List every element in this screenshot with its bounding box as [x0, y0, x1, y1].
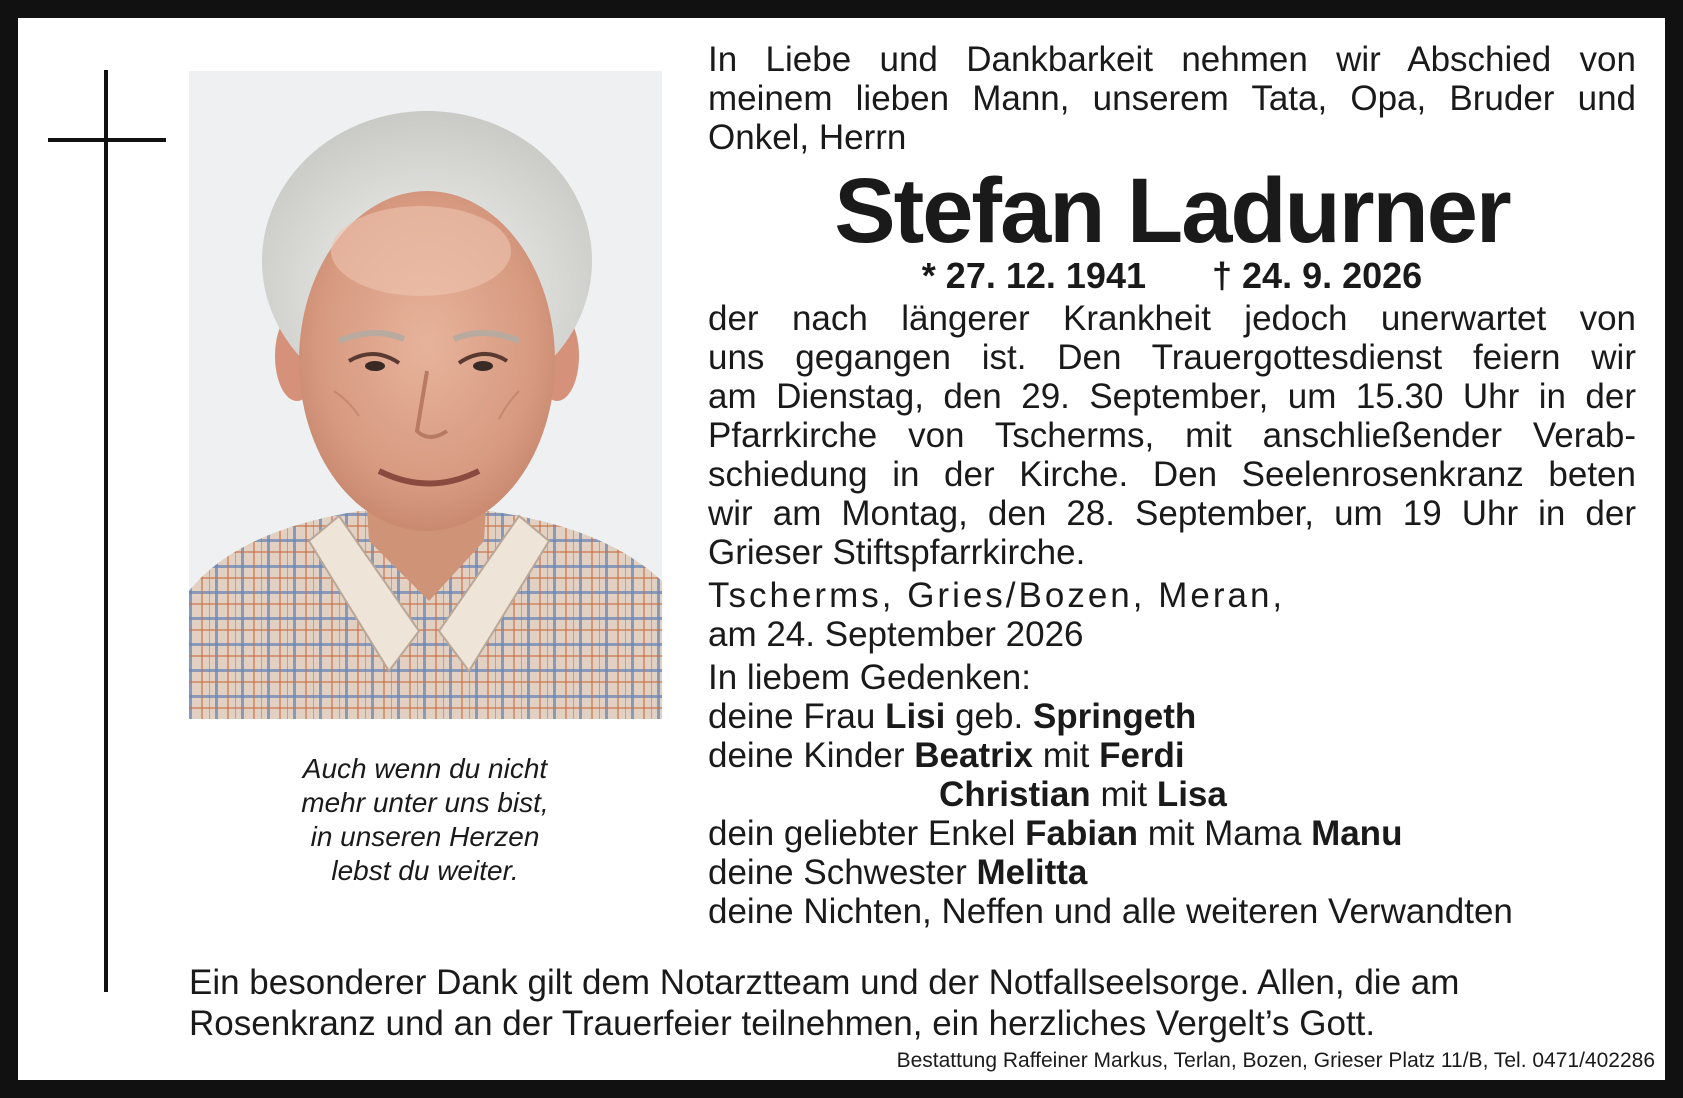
notice-line: schiedung in der Kirche. Den Seelenrosenkranz beten: [708, 455, 1636, 494]
mourner-name: Lisi: [885, 697, 946, 736]
mourner-partner: Lisa: [1156, 775, 1227, 814]
mourner-prefix: deine Frau: [708, 697, 876, 736]
mourner-prefix: deine Kinder: [708, 736, 905, 775]
mourner-name: Christian: [939, 775, 1091, 814]
notice-line: uns gegangen ist. Den Trauergottesdienst feiern wir: [708, 338, 1636, 377]
undertaker-info: Bestattung Raffeiner Markus, Terlan, Bozen, Grieser Platz 11/B, Tel. 0471/402286: [896, 1049, 1655, 1072]
mourner-children: [708, 736, 1636, 775]
verse-line: Auch wenn du nicht: [302, 753, 548, 784]
deceased-name: Stefan Ladurner: [834, 160, 1510, 262]
date-line: am 24. September 2026: [708, 615, 1084, 654]
portrait-photo: [189, 71, 662, 719]
intro-line: In Liebe und Dankbarkeit nehmen wir Abschied von: [708, 40, 1636, 79]
intro-line: Onkel, Herrn: [708, 118, 907, 157]
mourner-connector: mit Mama: [1147, 814, 1302, 853]
mourner-prefix: deine Schwester: [708, 853, 967, 892]
verse-line: lebst du weiter.: [331, 855, 519, 886]
cross-icon: [104, 70, 108, 992]
notice-line: am Dienstag, den 29. September, um 15.30 Uhr in der: [708, 377, 1636, 416]
memorial-verse: [240, 752, 610, 888]
birth-date: * 27. 12. 1941: [921, 255, 1146, 296]
notice-line: Grieser Stiftspfarrkirche.: [708, 533, 1086, 572]
mourners-heading: In liebem Gedenken:: [708, 658, 1031, 697]
notice-line: wir am Montag, den 28. September, um 19 Uhr in der: [708, 494, 1636, 533]
mourner-relatives: deine Nichten, Neffen und alle weiteren Verwandten: [708, 892, 1513, 931]
mourner-connector: mit: [1042, 736, 1090, 775]
intro-line: meinem lieben Mann, unserem Tata, Opa, Bruder und: [708, 79, 1636, 118]
mourner-sister: [708, 853, 1636, 892]
mourner-partner: Manu: [1311, 814, 1403, 853]
mourner-maiden-name: Springeth: [1032, 697, 1197, 736]
thanks-line: Ein besonderer Dank gilt dem Notarztteam und der Notfallseelsorge. Allen, die am: [189, 963, 1460, 1002]
place-line: Tscherms, Gries/Bozen, Meran,: [708, 576, 1286, 615]
notice-line: der nach längerer Krankheit jedoch unerwartet von: [708, 299, 1636, 338]
mourner-name: Fabian: [1025, 814, 1138, 853]
mourner-connector: mit: [1100, 775, 1148, 814]
obituary-text: [708, 40, 1636, 931]
mourner-wife: [708, 697, 1636, 736]
mourner-partner: Ferdi: [1099, 736, 1185, 775]
mourner-name: Beatrix: [914, 736, 1033, 775]
portrait-image: [189, 71, 662, 719]
verse-line: mehr unter uns bist,: [301, 787, 549, 818]
mourner-prefix: dein geliebter Enkel: [708, 814, 1016, 853]
cross-icon-bar: [48, 138, 166, 142]
thanks-text: [189, 962, 1637, 1044]
mourner-children: [708, 775, 1636, 814]
notice-line: Pfarrkirche von Tscherms, mit anschließender Verab-: [708, 416, 1636, 455]
death-date: † 24. 9. 2026: [1212, 255, 1423, 296]
mourner-grandchild: [708, 814, 1636, 853]
thanks-line: Rosenkranz und an der Trauerfeier teilnehmen, ein herzliches Vergelt’s Gott.: [189, 1004, 1376, 1043]
mourner-name: Melitta: [976, 853, 1088, 892]
verse-line: in unseren Herzen: [310, 821, 540, 852]
mourner-connector: geb.: [955, 697, 1024, 736]
